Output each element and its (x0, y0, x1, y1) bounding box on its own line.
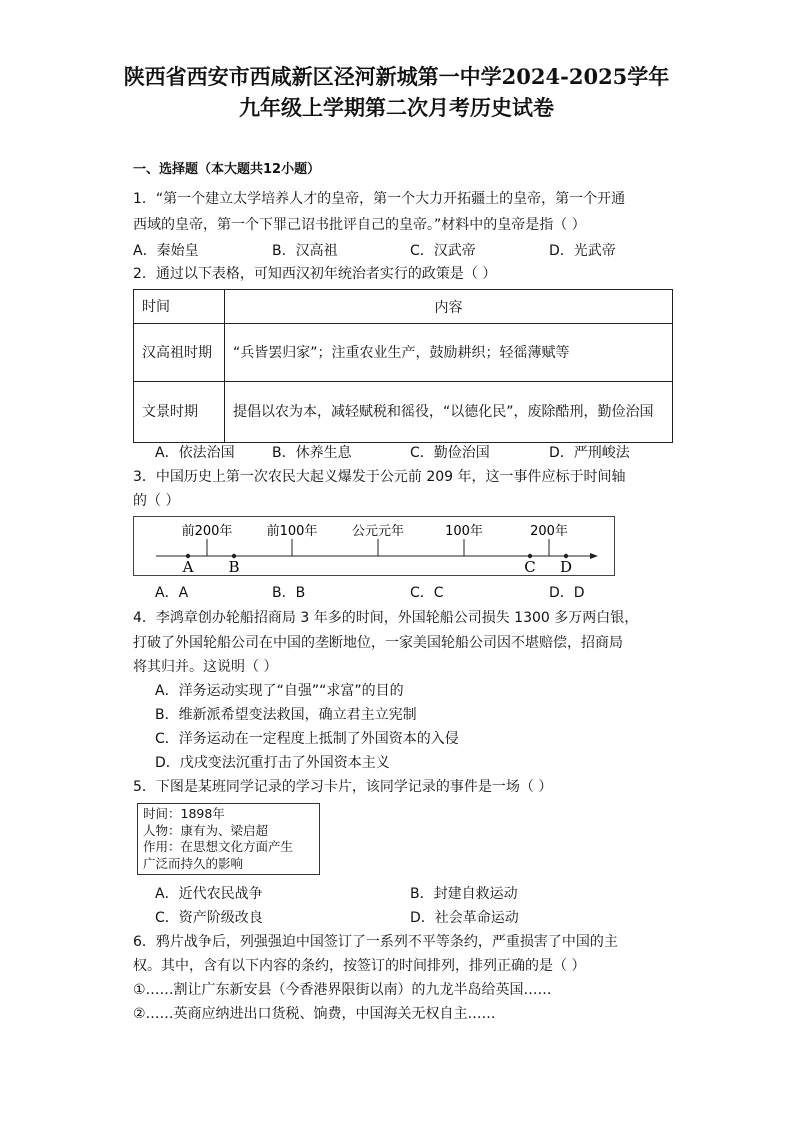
q6-stem-line-2: 权。其中，含有以下内容的条约，按签订的时间排列，排列正确的是（ ） (133, 958, 586, 974)
q4-option-a: A．洋务运动实现了“自强”“求富”的目的 (155, 683, 404, 699)
table-cell-content: 提倡以农为本，减轻赋税和徭役，“以德化民”，废除酷刑，勤俭治国 (225, 382, 673, 443)
timeline-svg (134, 517, 616, 577)
q3-option-c: C．C (410, 585, 444, 601)
q4-stem-line-2: 打破了外国轮船公司在中国的垄断地位，一家美国轮船公司因不堪赔偿，招商局 (133, 635, 623, 651)
q4-option-b: B．维新派希望变法救国，确立君主立宪制 (155, 707, 417, 723)
q6-item-2: ②……英商应纳进出口货税、饷费，中国海关无权自主…… (133, 1006, 496, 1022)
card-line-time: 时间：1898年 (143, 806, 225, 821)
q1-option-b: B．汉高祖 (272, 243, 338, 259)
q2-table (133, 289, 673, 443)
q3-stem-line-1: 3．中国历史上第一次农民大起义爆发于公元前 209 年，这一事件应标于时间轴 (133, 469, 626, 485)
q2-option-a: A．依法治国 (155, 445, 235, 461)
q3-option-b: B．B (272, 585, 306, 601)
q5-stem: 5．下图是某班同学记录的学习卡片，该同学记录的事件是一场（ ） (133, 779, 553, 795)
q2-stem: 2．通过以下表格，可知西汉初年统治者实行的政策是（ ） (133, 266, 497, 282)
q5-option-b: B．封建自救运动 (410, 886, 518, 902)
timeline-arrow-icon (590, 553, 598, 559)
table-cell-time: 汉高祖时期 (134, 324, 225, 382)
timeline-point-label: C (524, 558, 536, 576)
q4-option-d: D．戊戌变法沉重打击了外国资本主义 (155, 755, 390, 771)
exam-title-line-2: 九年级上学期第二次月考历史试卷 (239, 95, 554, 120)
q3-timeline (133, 516, 615, 576)
q1-option-a: A．秦始皇 (133, 243, 199, 259)
q5-option-d: D．社会革命运动 (410, 910, 519, 926)
timeline-tick-label: 前100年 (266, 524, 318, 539)
table-header-time: 时间 (134, 290, 225, 324)
q1-option-d: D．光武帝 (549, 243, 616, 259)
card-line-people: 人物：康有为、梁启超 (143, 822, 269, 838)
q2-option-b: B．休养生息 (272, 445, 352, 461)
timeline-tick-label: 100年 (445, 524, 483, 539)
exam-title-line-1: 陕西省西安市西咸新区泾河新城第一中学2024-2025学年 (123, 64, 670, 89)
card-line-effect: 作用：在思想文化方面产生 (143, 839, 294, 854)
table-row (134, 382, 673, 443)
table-cell-content: “兵皆罢归家”；注重农业生产，鼓励耕织；轻徭薄赋等 (225, 324, 673, 382)
q4-stem-line-3: 将其归并。这说明（ ） (133, 659, 278, 675)
timeline-point-label: D (559, 558, 573, 576)
q2-option-c: C．勤俭治国 (410, 445, 490, 461)
table-row (134, 324, 673, 382)
timeline-tick-label: 公元元年 (351, 524, 405, 539)
q5-option-a: A．近代农民战争 (155, 886, 263, 902)
q2-option-d: D．严刑峻法 (549, 445, 630, 461)
q3-stem-line-2: 的（ ） (133, 493, 180, 509)
q4-option-c: C．洋务运动在一定程度上抵制了外国资本的入侵 (155, 731, 459, 747)
table-header-content: 内容 (225, 290, 673, 324)
q5-study-card (137, 803, 320, 875)
q5-option-c: C．资产阶级改良 (155, 910, 263, 926)
q3-option-d: D．D (549, 585, 585, 601)
q3-option-a: A．A (155, 585, 189, 601)
section-heading: 一、选择题（本大题共12小题） (133, 162, 321, 177)
timeline-tick-label: 200年 (530, 524, 568, 539)
timeline-point-label: B (228, 558, 240, 576)
q1-stem-line-1: 1．“第一个建立太学培养人才的皇帝，第一个大力开拓疆土的皇帝，第一个开通 (133, 191, 626, 207)
table-header-row (134, 290, 673, 324)
q1-option-c: C．汉武帝 (410, 243, 476, 259)
card-line-effect-cont: 广泛而持久的影响 (143, 855, 244, 871)
table-cell-time: 文景时期 (134, 382, 225, 443)
q6-stem-line-1: 6．鸦片战争后，列强强迫中国签订了一系列不平等条约，严重损害了中国的主 (133, 934, 618, 950)
q6-item-1: ①……割让广东新安县（今香港界限街以南）的九龙半岛给英国…… (133, 982, 552, 998)
timeline-point-label: A (182, 558, 194, 576)
timeline-tick-label: 前200年 (181, 524, 233, 539)
q4-stem-line-1: 4．李鸿章创办轮船招商局 3 年多的时间，外国轮船公司损失 1300 多万两白银， (133, 610, 639, 626)
q1-stem-line-2: 西域的皇帝，第一个下罪己诏书批评自己的皇帝。”材料中的皇帝是指（ ） (133, 217, 586, 233)
